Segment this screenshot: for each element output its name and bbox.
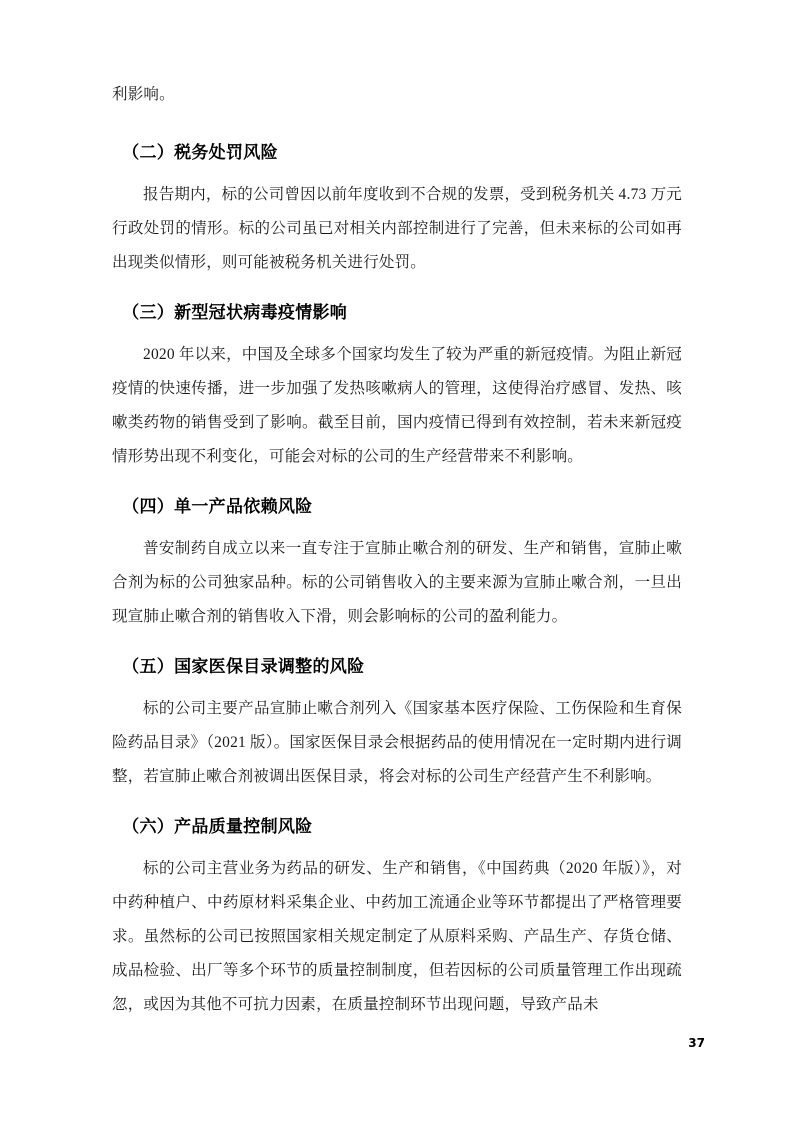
paragraph-tax-penalty-risk: 报告期内，标的公司曾因以前年度收到不合规的发票，受到税务机关 4.73 万元行政处罚的情形。标的公司虽已对相关内部控制进行了完善，但未来标的公司如再出现类似情形，则可能被税务机关进行处罚。 <box>112 186 682 271</box>
paragraph-product-quality-control-risk: 标的公司主营业务为药品的研发、生产和销售，《中国药典（2020 年版）》，对中药种植户、中药原材料采集企业、中药加工流通企业等环节都提出了严格管理要求。虽然标的公司已按照国家相关规定制定了从原料采购、产品生产、存货仓储、成品检验、出厂等多个环节的质量控制制度，但若因标的公司质量管理工作出现疏忽，或因为其他不可抗力因素，在质量控制环节出现问题，导致产品未 <box>112 860 682 1013</box>
spacer <box>112 168 682 178</box>
paragraph-single-product-dependency-risk: 普安制药自成立以来一直专注于宣肺止嗽合剂的研发、生产和销售，宣肺止嗽合剂为标的公司独家品种。标的公司销售收入的主要来源为宣肺止嗽合剂，一旦出现宣肺止嗽合剂的销售收入下滑，则会影响标的公司的盈利能力。 <box>112 540 682 625</box>
paragraph-medical-insurance-catalog-risk: 标的公司主要产品宣肺止嗽合剂列入《国家基本医疗保险、工伤保险和生育保险药品目录》（2021 版）。国家医保目录会根据药品的使用情况在一定时期内进行调整，若宣肺止嗽合剂被调出医保目录，将会对标的公司生产经营产生不利影响。 <box>112 700 682 785</box>
spacer <box>112 328 682 338</box>
paragraph-covid-impact: 2020 年以来，中国及全球多个国家均发生了较为严重的新冠疫情。为阻止新冠疫情的快速传播，进一步加强了发热咳嗽病人的管理，这使得治疗感冒、发热、咳嗽类药物的销售受到了影响。截至目前，国内疫情已得到有效控制，若未来新冠疫情形势出现不利变化，可能会对标的公司的生产经营带来不利影响。 <box>112 346 682 465</box>
page-number: 37 <box>688 1036 705 1050</box>
section-heading-tax-penalty-risk: （二）税务处罚风险 <box>122 143 278 163</box>
spacer <box>112 794 682 812</box>
spacer <box>112 112 682 138</box>
spacer <box>112 842 682 852</box>
spacer <box>112 474 682 492</box>
section-heading-product-quality-control-risk: （六）产品质量控制风险 <box>122 817 313 837</box>
spacer <box>112 280 682 298</box>
section-heading-covid-impact: （三）新型冠状病毒疫情影响 <box>122 303 348 323</box>
spacer <box>112 522 682 532</box>
page-content <box>112 78 682 1022</box>
paragraph-continuation: 利影响。 <box>112 86 175 103</box>
section-heading-medical-insurance-catalog-risk: （五）国家医保目录调整的风险 <box>122 657 365 677</box>
section-heading-single-product-dependency-risk: （四）单一产品依赖风险 <box>122 497 313 517</box>
spacer <box>112 634 682 652</box>
spacer <box>112 682 682 692</box>
